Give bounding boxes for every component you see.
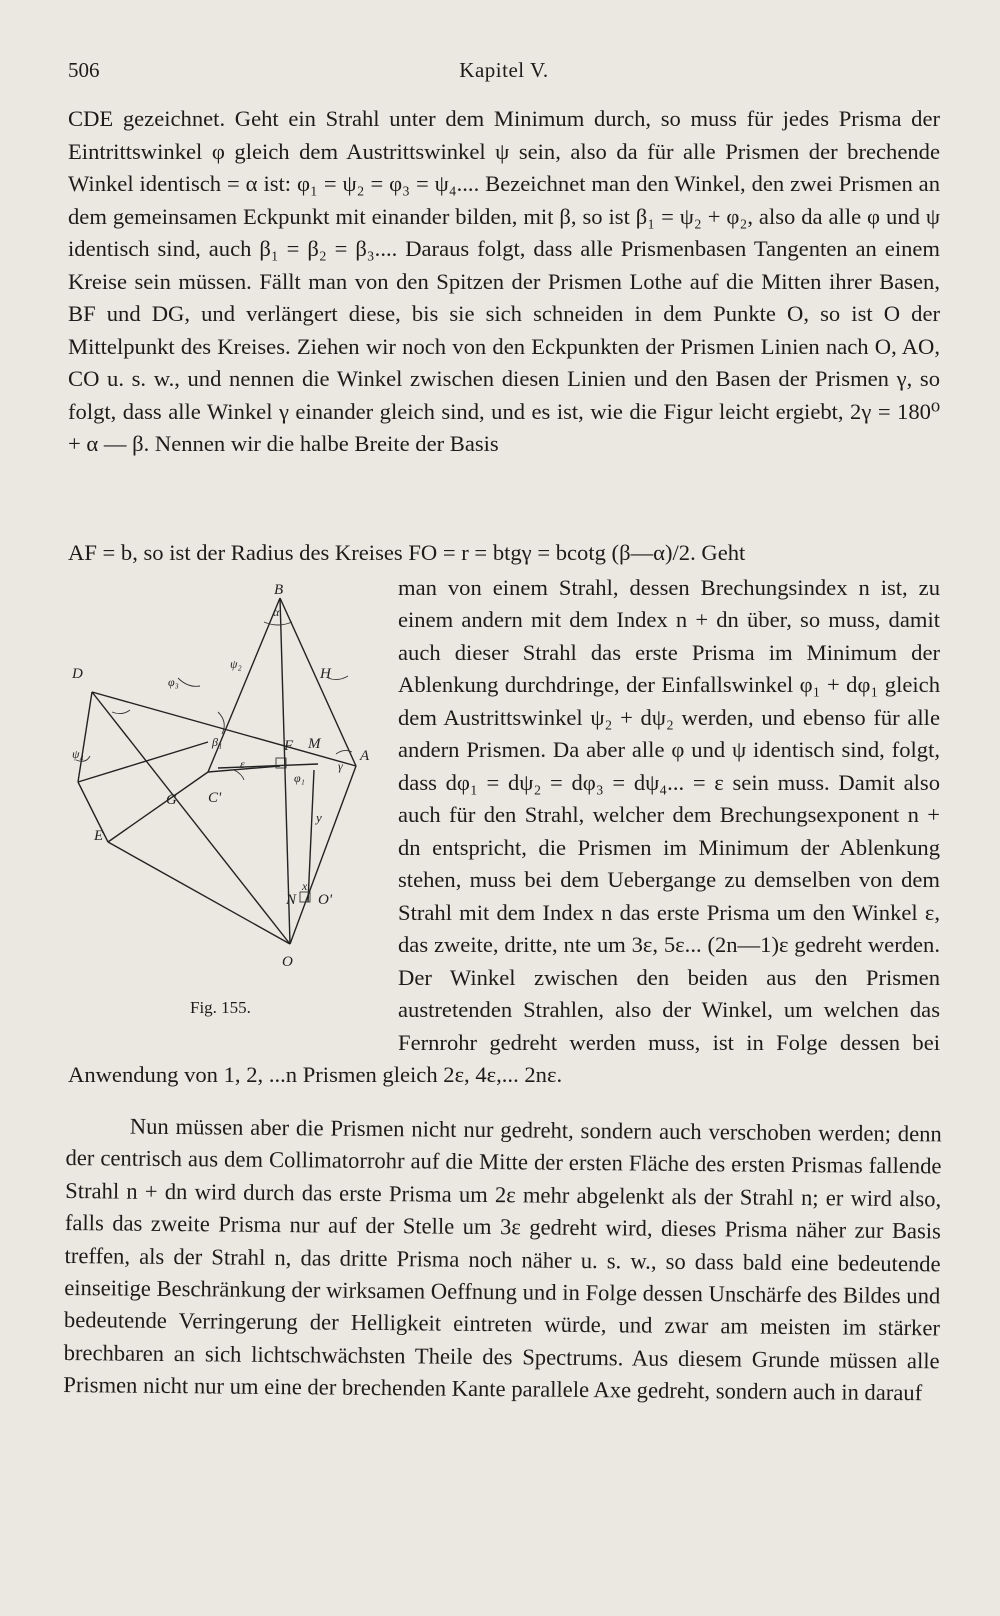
label-psi: ψ₂ (230, 656, 242, 671)
paragraph: man von einem Strahl, dessen Brechungsindex n ist, zu einem andern mit dem Index n + dn über, so muss, damit auch dieser Strahl das erste Prisma im Minimum der Ablenkung durchdringe, der Einfallswinkel φ₁ + dφ₁ gleich dem Austrittswinkel ψ₂ + dψ₂ werden, und ebenso für alle andern Prismen. Da aber alle φ und ψ identisch sind, folgt, dass dφ₁ = dψ₂ = dφ₃ = dψ₄... = ε sein muss. Damit also auch für den Strahl, welcher dem Brechungsexponent n + dn entspricht, die Prismen im Minimum der Ablenkung stehen, muss bei dem Uebergange zu demselben von dem Strahl mit dem Index n das erste Prisma um den Winkel ε, das zweite, dritte, nte um 3ε, 5ε... (2n—1)ε gedreht werden. Der Winkel zwischen den beiden aus den Prismen austretenden Strahlen, also der Winkel, um welchen das Fernrohr gedreht werden muss, ist in Folge dessen bei Anwendung von 1, 2, ...n Prismen gleich 2ε, 4ε,... 2nε. (68, 574, 940, 1087)
prism-diagram (68, 582, 398, 982)
label-beta: β₁ (212, 734, 223, 749)
body-text-bottom (63, 1110, 942, 1410)
label-A: A (360, 747, 370, 764)
label-N: N (286, 891, 297, 908)
running-header (68, 52, 940, 86)
paragraph: AF = b, so ist der Radius des Kreises FO = r = btgγ = bcotg (β—α)/2. Geht (68, 540, 746, 565)
label-alpha: α (273, 604, 280, 619)
label-G: G (166, 791, 177, 808)
figure-caption: Fig. 155. (190, 997, 251, 1017)
label-D: D (72, 665, 83, 682)
label-gamma: γ (338, 758, 343, 773)
paragraph: CDE gezeichnet. Geht ein Strahl unter dem Minimum durch, so muss für jedes Prisma der Eintrittswinkel φ gleich dem Austrittswinkel ψ sein, also da für alle Prismen der brechende Winkel identisch = α ist: φ₁ = ψ₂ = φ₃ = ψ₄.... Bezeichnet man den Winkel, den zwei Prismen an dem gemeinsamen Eckpunkt mit einander bilden, mit β, so ist β₁ = ψ₂ + φ₂, also da alle φ und ψ identisch sind, auch β₁ = β₂ = β₃.... Daraus folgt, dass alle Prismenbasen Tangenten an einem Kreise sein müssen. Fällt man von den Spitzen der Prismen Lothe auf die Mitten ihrer Basen, BF und DG, und verlängert diese, bis sie sich schneiden in dem Punkte O, so ist O der Mittelpunkt des Kreises. Ziehen wir noch von den Eckpunkten der Prismen Linien nach O, AO, CO u. s. w., und nennen die Winkel zwischen diesen Linien und den Basen der Prismen γ, so folgt, dass alle Winkel γ einander gleich sind, und es ist, wie die Figur leicht ergiebt, 2γ = 180⁰ + α — β. Nennen wir die halbe Breite der Basis (68, 106, 940, 456)
label-psi4: ψ₄ (72, 746, 84, 761)
label-eps: ε (240, 756, 245, 771)
label-phi1: φ₁ (294, 770, 305, 785)
paragraph: Nun müssen aber die Prismen nicht nur gedreht, sondern auch verschoben werden; denn der centrisch aus dem Collimatorrohr auf die Mitte der ersten Fläche des ersten Prismas fallende Strahl n + dn wird durch das erste Prisma um 2ε mehr abgelenkt als der Strahl n; er wird also, falls das zweite Prisma nur auf der Stelle um 3ε gedreht wird, dieses Prisma näher zur Basis treffen, als der Strahl n, das dritte Prisma noch näher u. s. w., so dass bald eine bedeutende einseitige Beschränkung der wirksamen Oeffnung und in Folge dessen Unschärfe des Bildes und bedeutende Verringerung der Helligkeit eintreten würde, und zwar am meisten im stärker brechbaren an sich lichtschwächsten Theile des Spectrums. Aus diesem Grunde müssen alle Prismen nicht nur um eine der brechenden Kante parallele Axe gedreht, sondern auch in darauf (63, 1113, 942, 1406)
label-y: y (316, 809, 322, 825)
figure-text-block (68, 537, 940, 1092)
label-O-prime: O' (318, 891, 333, 908)
label-E: E (94, 827, 104, 844)
label-phi: φ₃ (168, 674, 179, 689)
figure-155 (68, 582, 398, 1042)
page-number: 506 (68, 58, 100, 82)
label-C: C' (208, 789, 222, 806)
label-O: O (282, 953, 293, 970)
label-x: x (302, 878, 308, 893)
label-B: B (274, 581, 284, 598)
label-H: H (320, 665, 331, 682)
chapter-title: Kapitel V. (459, 58, 549, 82)
body-text-top (68, 103, 940, 461)
label-M: M (308, 735, 321, 752)
label-F: F (284, 737, 294, 754)
